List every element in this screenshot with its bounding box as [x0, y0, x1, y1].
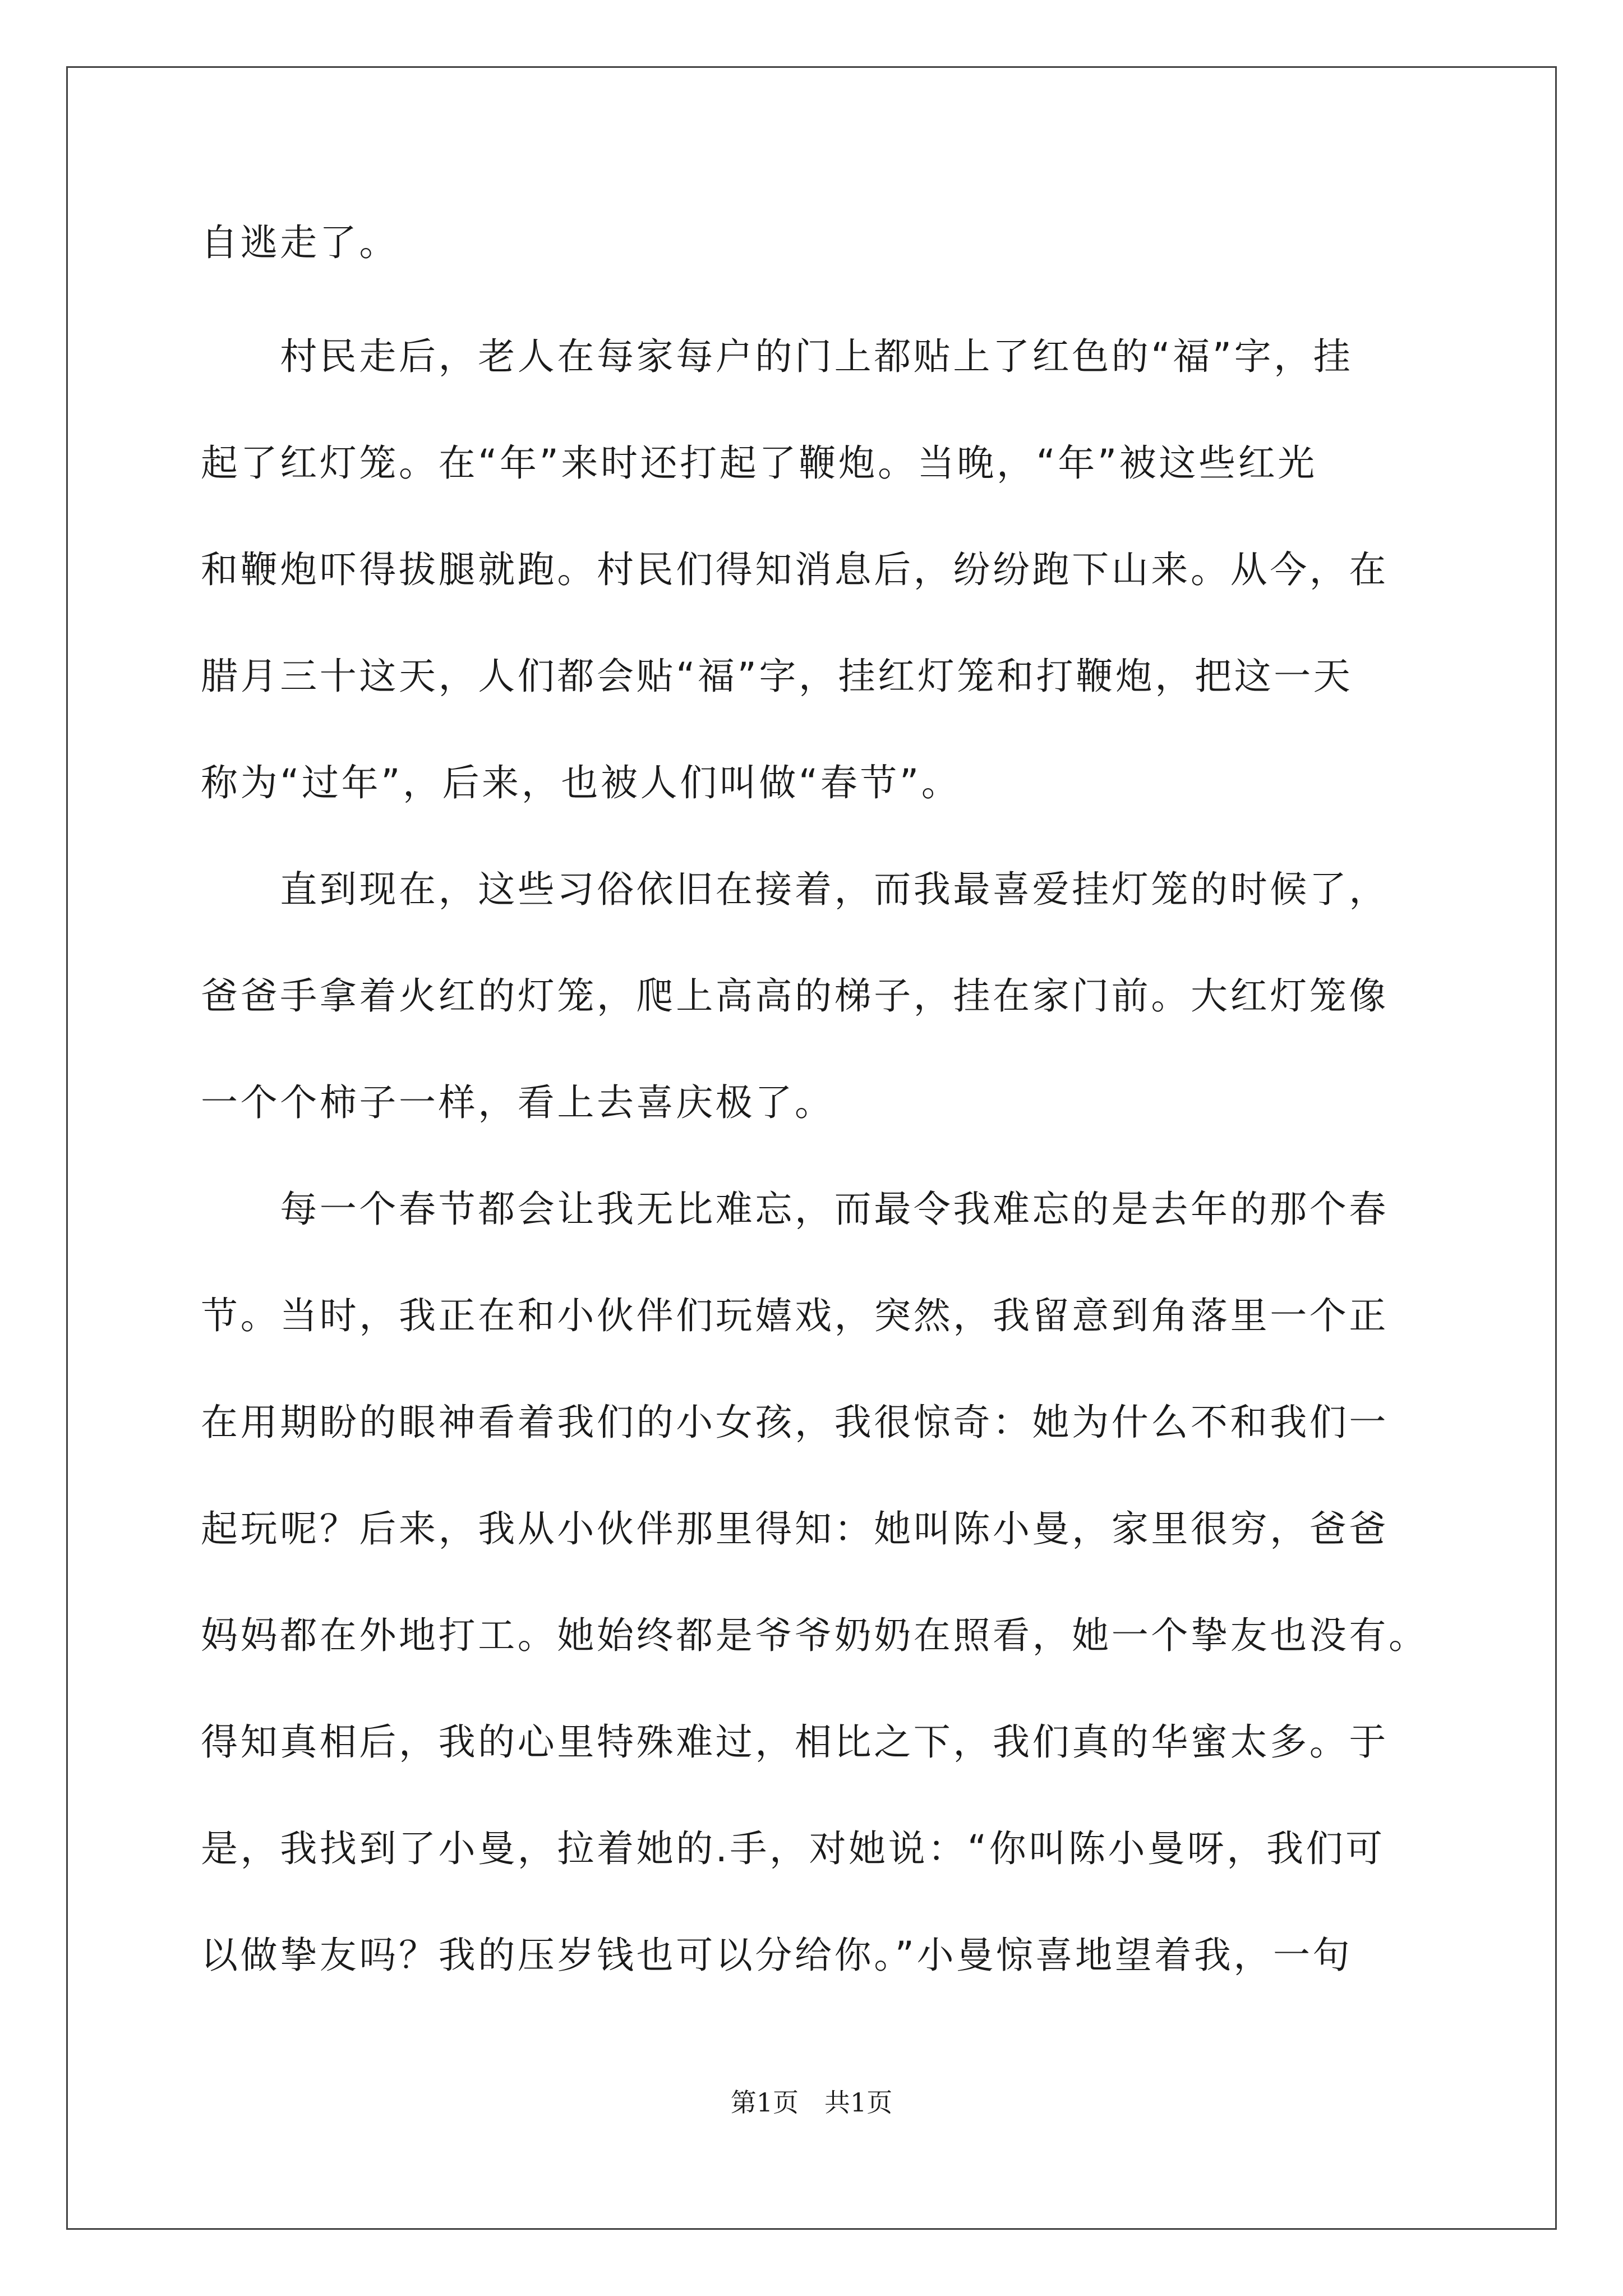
page-number-footer: 第1页 共1页	[730, 2087, 893, 2118]
body-line-13: 起玩呢？后来，我从小伙伴那里得知：她叫陈小曼，家里很穷，爸爸	[201, 1507, 1389, 1550]
page-border	[66, 66, 1557, 2230]
body-line-4: 和鞭炮吓得拔腿就跑。村民们得知消息后，纷纷跑下山来。从今，在	[201, 548, 1389, 591]
body-line-17: 以做挚友吗？我的压岁钱也可以分给你。”小曼惊喜地望着我，一句	[201, 1934, 1353, 1977]
body-line-7: 直到现在，这些习俗依旧在接着，而我最喜爱挂灯笼的时候了，	[201, 868, 1389, 911]
body-line-14: 妈妈都在外地打工。她始终都是爷爷奶奶在照看，她一个挚友也没有。	[201, 1614, 1428, 1657]
body-line-9: 一个个柿子一样，看上去喜庆极了。	[201, 1081, 834, 1124]
body-line-15: 得知真相后，我的心里特殊难过，相比之下，我们真的华蜜太多。于	[201, 1720, 1389, 1764]
body-line-6: 称为“过年”，后来，也被人们叫做“春节”。	[201, 761, 961, 804]
body-line-10: 每一个春节都会让我无比难忘，而最令我难忘的是去年的那个春	[201, 1188, 1389, 1231]
body-line-3: 起了红灯笼。在“年”来时还打起了鞭炮。当晚，“年”被这些红光	[201, 441, 1317, 485]
body-line-11: 节。当时，我正在和小伙伴们玩嬉戏，突然，我留意到角落里一个正	[201, 1294, 1389, 1337]
body-line-5: 腊月三十这天，人们都会贴“福”字，挂红灯笼和打鞭炮，把这一天	[201, 655, 1353, 698]
body-line-8: 爸爸手拿着火红的灯笼，爬上高高的梯子，挂在家门前。大红灯笼像	[201, 974, 1389, 1018]
body-line-1: 自逃走了。	[201, 221, 399, 264]
body-line-12: 在用期盼的眼神看着我们的小女孩，我很惊奇：她为什么不和我们一	[201, 1401, 1389, 1444]
body-line-16: 是，我找到了小曼，拉着她的.手，对她说：“你叫陈小曼呀，我们可	[201, 1827, 1385, 1870]
body-line-2: 村民走后，老人在每家每户的门上都贴上了红色的“福”字，挂	[201, 335, 1353, 378]
